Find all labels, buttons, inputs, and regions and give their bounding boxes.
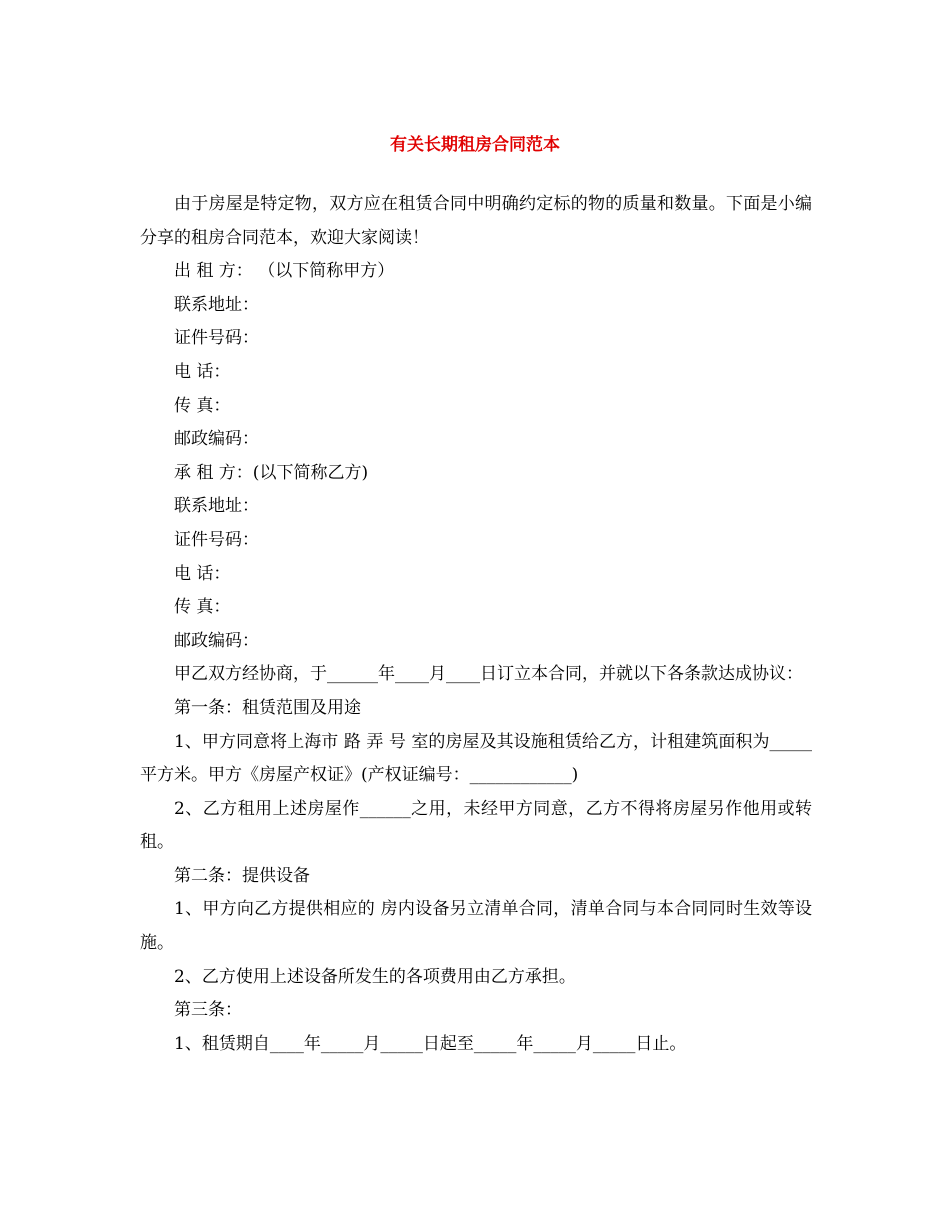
lessee-address: 联系地址： <box>174 496 259 517</box>
document-body <box>140 188 812 1061</box>
article-2-clause-2: 2、乙方使用上述设备所发生的各项费用由乙方承担。 <box>174 966 576 987</box>
lessor-id-number: 证件号码： <box>174 328 259 349</box>
page-title: 有关长期租房合同范本 <box>390 135 560 156</box>
lessor-address: 联系地址： <box>174 294 259 315</box>
article-2-heading: 第二条：提供设备 <box>174 865 310 886</box>
lessee-phone: 电 话： <box>174 563 231 584</box>
intro-paragraph: 由于房屋是特定物，双方应在租赁合同中明确约定标的物的质量和数量。下面是小编分享的租房合同范本，欢迎大家阅读！ <box>140 194 812 248</box>
agreement-paragraph: 甲乙双方经协商，于______年____月____日订立本合同，并就以下各条款达成协议： <box>174 664 803 685</box>
article-2-clause-1: 1、甲方向乙方提供相应的 房内设备另立清单合同，清单合同与本合同同时生效等设施。 <box>140 899 812 954</box>
article-3-clause-1: 1、租赁期自____年_____月_____日起至_____年_____月_____日止。 <box>174 1033 687 1054</box>
article-1-clause-1: 1、甲方同意将上海市 路 弄 号 室的房屋及其设施租赁给乙方，计租建筑面积为_____平方米。甲方《房屋产权证》(产权证编号：____________) <box>140 731 812 786</box>
lessor-line: 出 租 方： （以下简称甲方） <box>174 261 395 282</box>
lessee-id-number: 证件号码： <box>174 529 259 550</box>
lessor-postcode: 邮政编码： <box>174 429 259 450</box>
lessor-phone: 电 话： <box>174 361 231 382</box>
article-1-clause-2: 2、乙方租用上述房屋作______之用，未经甲方同意，乙方不得将房屋另作他用或转租。 <box>140 798 812 853</box>
article-3-heading: 第三条： <box>174 1000 242 1021</box>
lessee-fax: 传 真： <box>174 597 231 618</box>
lessee-line: 承 租 方：(以下简称乙方) <box>174 462 369 483</box>
lessee-postcode: 邮政编码： <box>174 630 259 651</box>
article-1-heading: 第一条：租赁范围及用途 <box>174 697 361 718</box>
lessor-fax: 传 真： <box>174 395 231 416</box>
